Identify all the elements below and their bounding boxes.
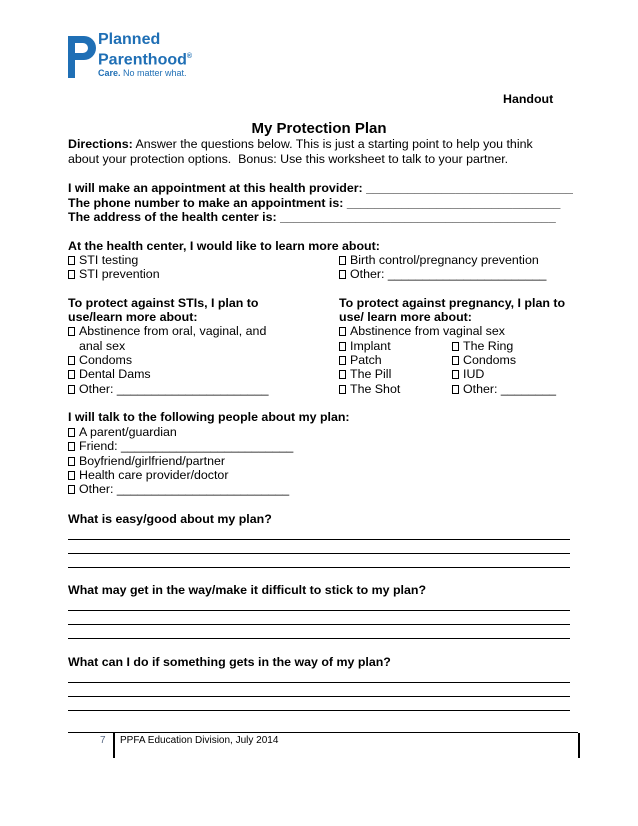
checkbox[interactable] (68, 457, 75, 466)
address-line: The address of the health center is: ________________________________________ (68, 210, 556, 224)
option-label: Condoms (463, 353, 517, 367)
talk-option[interactable] (68, 439, 293, 453)
option-label: Other: _________________________ (79, 482, 290, 496)
checkbox[interactable] (68, 385, 75, 394)
answer-line[interactable] (68, 710, 570, 711)
learn-option[interactable] (68, 253, 138, 267)
logo-name-line2: Parenthood (98, 51, 187, 69)
answer-line[interactable] (68, 696, 570, 697)
pregnancy-heading: To protect against pregnancy, I plan to (339, 296, 566, 310)
pregnancy-option[interactable] (339, 324, 505, 338)
question-heading: What is easy/good about my plan? (68, 512, 272, 526)
answer-line[interactable] (68, 624, 570, 625)
answer-line[interactable] (68, 567, 570, 568)
option-label: Abstinence from oral, vaginal, and (79, 324, 267, 338)
checkbox[interactable] (339, 385, 346, 394)
option-label: Boyfriend/girlfriend/partner (79, 454, 226, 468)
checkbox[interactable] (68, 256, 75, 265)
checkbox[interactable] (452, 370, 459, 379)
pregnancy-option[interactable] (339, 339, 391, 353)
checkbox[interactable] (452, 342, 459, 351)
page-title: My Protection Plan (251, 120, 387, 137)
checkbox[interactable] (68, 356, 75, 365)
answer-line[interactable] (68, 610, 570, 611)
checkbox[interactable] (452, 385, 459, 394)
directions-line1: Answer the questions below. This is just a starting point to help you think (132, 137, 533, 151)
footer-divider-right (578, 733, 580, 758)
logo-registered-mark: ® (186, 53, 193, 60)
directions-label: Directions: (68, 137, 133, 151)
option-label: The Pill (350, 367, 392, 381)
pregnancy-option[interactable] (339, 353, 382, 367)
sti-option[interactable] (68, 353, 132, 367)
pregnancy-heading-2: use/ learn more about: (339, 310, 472, 324)
option-label: A parent/guardian (79, 425, 177, 439)
footer-text: PPFA Education Division, July 2014 (120, 735, 279, 746)
pregnancy-option[interactable] (452, 367, 484, 381)
option-label: Patch (350, 353, 382, 367)
pregnancy-option[interactable] (452, 382, 556, 396)
answer-line[interactable] (68, 638, 570, 639)
planned-parenthood-logo (66, 30, 216, 82)
option-label: STI testing (79, 253, 139, 267)
provider-line: I will make an appointment at this health provider: ______________________________ (68, 181, 573, 195)
footer-divider (113, 733, 115, 758)
checkbox[interactable] (68, 471, 75, 480)
talk-option[interactable] (68, 482, 289, 496)
pregnancy-option[interactable] (339, 382, 400, 396)
option-label: Health care provider/doctor (79, 468, 229, 482)
option-label: Birth control/pregnancy prevention (350, 253, 539, 267)
answer-line[interactable] (68, 682, 570, 683)
checkbox[interactable] (452, 356, 459, 365)
logo-tagline-bold: Care. (98, 68, 121, 78)
question-heading: What can I do if something gets in the way of my plan? (68, 655, 391, 669)
checkbox[interactable] (339, 327, 346, 336)
option-label: Other: ________ (463, 382, 557, 396)
handout-label: Handout (503, 92, 554, 106)
talk-option[interactable] (68, 454, 225, 468)
checkbox[interactable] (68, 442, 75, 451)
talk-option[interactable] (68, 425, 177, 439)
directions-line2: about your protection options. Bonus: Use this worksheet to talk to your partner. (68, 152, 509, 166)
option-label: Friend: _________________________ (79, 439, 294, 453)
learn-option[interactable] (339, 267, 546, 281)
option-label: Other: ______________________ (79, 382, 269, 396)
phone-line: The phone number to make an appointment is: _______________________________ (68, 196, 561, 210)
sti-option[interactable] (68, 324, 266, 338)
checkbox[interactable] (339, 256, 346, 265)
option-label: STI prevention (79, 267, 160, 281)
checkbox[interactable] (68, 370, 75, 379)
answer-line[interactable] (68, 539, 570, 540)
option-label: Dental Dams (79, 367, 151, 381)
pregnancy-option[interactable] (452, 353, 516, 367)
sti-option[interactable] (68, 382, 268, 396)
option-label: The Shot (350, 382, 401, 396)
option-label: IUD (463, 367, 485, 381)
pregnancy-option[interactable] (452, 339, 513, 353)
answer-line[interactable] (68, 553, 570, 554)
talk-heading: I will talk to the following people about my plan: (68, 410, 350, 424)
sti-heading: To protect against STIs, I plan to (68, 296, 259, 310)
question-heading: What may get in the way/make it difficult to stick to my plan? (68, 583, 427, 597)
learn-option[interactable] (68, 267, 160, 281)
checkbox[interactable] (339, 370, 346, 379)
pregnancy-option[interactable] (339, 367, 391, 381)
checkbox[interactable] (68, 270, 75, 279)
page-number: 7 (100, 735, 106, 746)
option-label: The Ring (463, 339, 514, 353)
talk-option[interactable] (68, 468, 228, 482)
option-label: Condoms (79, 353, 133, 367)
learn-heading: At the health center, I would like to learn more about: (68, 239, 380, 253)
footer-rule (68, 732, 578, 733)
sti-option-continuation: anal sex (79, 339, 126, 353)
option-label: Abstinence from vaginal sex (350, 324, 505, 338)
checkbox[interactable] (339, 356, 346, 365)
checkbox[interactable] (68, 485, 75, 494)
checkbox[interactable] (68, 327, 75, 336)
sti-option[interactable] (68, 367, 151, 381)
learn-option[interactable] (339, 253, 539, 267)
checkbox[interactable] (339, 270, 346, 279)
logo-tagline-rest: No matter what. (120, 68, 187, 78)
option-label: Implant (350, 339, 391, 353)
option-label: Other: _______________________ (350, 267, 547, 281)
pp-logo-icon (66, 32, 96, 82)
sti-heading-2: use/learn more about: (68, 310, 198, 324)
checkbox[interactable] (68, 428, 75, 437)
logo-name-line1: Planned (98, 31, 161, 48)
checkbox[interactable] (339, 342, 346, 351)
